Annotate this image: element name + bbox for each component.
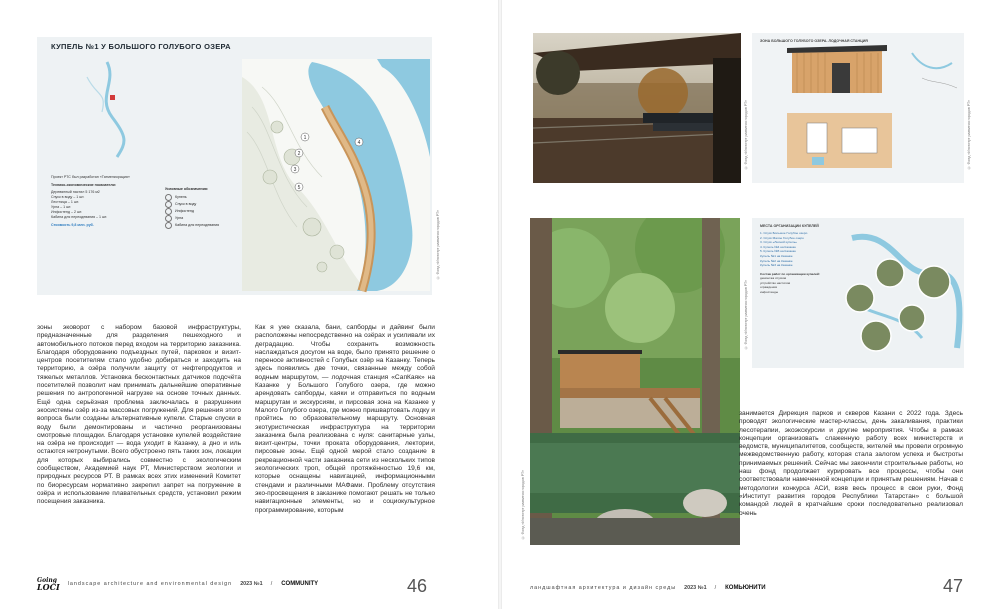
footer-right: ландшафтная архитектура и дизайн среды 2023 №1 / КОМЬЮНИТИ xyxy=(530,585,766,591)
deck-photo-illustration xyxy=(533,33,741,183)
map-list-item: Купель №3 на Казанке xyxy=(760,263,793,268)
site-plan-drawing xyxy=(37,37,432,295)
footer-tagline: ландшафтная архитектура и дизайн среды xyxy=(530,585,677,591)
map-title: МЕСТА ОРГАНИЗАЦИИ КУПЕЛЕЙ xyxy=(760,224,819,228)
site-plan xyxy=(242,59,430,291)
logo-bottom: LOCI xyxy=(37,582,60,592)
footer-tagline: landscape architecture and environmental design xyxy=(67,581,233,587)
photo-caption: © Фонд «Институт развития городов РТ» xyxy=(521,470,525,540)
body-text-column-right xyxy=(739,410,963,518)
svg-text:3: 3 xyxy=(293,167,297,173)
trash-icon xyxy=(165,215,172,222)
works-item: инфостенды xyxy=(760,289,779,294)
map-list-item: 1. Спуск Большое Голубое озеро xyxy=(760,231,808,235)
footer-left: Going LOCI landscape architecture and environmental design 2023 №1 / COMMUNITY xyxy=(37,577,319,592)
legend xyxy=(165,187,255,229)
footer-issue: 2023 №1 xyxy=(684,585,707,591)
body-text-column-2 xyxy=(255,324,435,515)
cabin-icon xyxy=(165,222,172,229)
location-marker-icon xyxy=(110,95,115,100)
legend-header: Условные обозначения: xyxy=(165,187,209,191)
works-item: ограждения xyxy=(760,285,777,290)
map-list-item: 2. Спуск Малое Голубое озеро xyxy=(760,235,804,240)
photo-caption: © Фонд «Институт развития городов РТ» xyxy=(744,280,748,350)
body-paragraph: занимается Дирекция парков и скверов Казани с 2022 года. Здесь проводят экологические мастер-классы, день закаливания, практики лесотерапии, экоэкскурсии и другие мероприятия. Чтобы в рамках концепции организовать слаженную работу всех министерств и ведомств, муниципалитетов, сообществ, жителей мы провели огромную межведомственную работу, которая стала залогом успеха и быстроты принимаемых решений. Сейчас мы закончили строительные работы, но наш фонд продолжает курировать все процессы, чтобы они соответствовали намеченной концепции и принятым решениям. Начав с методологии конкурса АСИ, взяв весь процесс в свои руки, Фонд «Институт развития городов Республики Татарстан» с большой командой людей в кратчайшие сроки последовательно реализовал очень xyxy=(739,410,963,517)
logo-top: Going xyxy=(37,577,57,584)
tech-item: Урна – 1 шт. xyxy=(51,205,72,209)
tech-item: Спуск в воду – 1 шт. xyxy=(51,195,85,199)
photo-caption: © Фонд «Институт развития городов РТ» xyxy=(967,100,971,170)
footer-section: COMMUNITY xyxy=(281,581,319,587)
map-list-item: 5. Купель №5 на Казанке xyxy=(760,249,796,254)
body-text-column-1 xyxy=(37,324,241,507)
legend-label: Кабина для переодевания xyxy=(175,223,220,228)
tech-item: Лестница – 1 шт. xyxy=(51,200,79,204)
map-list-item: 3. Спуск «Лесной купель» xyxy=(760,240,798,245)
tech-item: Деревянный настил 5 176 м2 xyxy=(51,190,100,194)
tech-item: Инфостенд – 2 шт. xyxy=(51,210,83,214)
fonts-location-map xyxy=(752,218,964,368)
legend-item xyxy=(165,194,255,201)
map-list-item: 4. Купель №4 на Казанке xyxy=(760,244,796,249)
project-note: Проект РТС был разработан «Татмелиорация» xyxy=(51,175,130,179)
svg-text:1: 1 xyxy=(303,135,307,141)
legend-label: Инфостенд xyxy=(175,209,195,214)
legend-item xyxy=(165,222,255,229)
plan-panel xyxy=(37,37,432,295)
works-item: демонтаж спусков xyxy=(760,276,787,281)
map-list-item: Купель №2 на Казанке xyxy=(760,258,793,263)
page-number-right: 47 xyxy=(943,576,964,596)
photo-caption: © Фонд «Институт развития городов РТ» xyxy=(744,100,748,170)
map-list-item: Купель №1 на Казанке xyxy=(760,253,793,258)
legend-item xyxy=(165,215,255,222)
footer-section: КОМЬЮНИТИ xyxy=(725,585,766,591)
font-icon xyxy=(165,194,172,201)
boat-station-drawing xyxy=(752,33,964,183)
body-paragraph: Как я уже сказала, бани, сапборды и дайвинг были расположены непосредственно на озёрах и усиливали их деградацию. Чтобы сохранить возможность наслаждаться досугом на воде, было принято решение о переносе активностей с Голубых озёр на Казанку. Теперь здесь появились две точки, связанные между собой водным маршрутом, — лодочная станция «СапКаяк» на Казанке у Большого Голубого озера, где можно арендовать сапборды, каяки и отправиться по водным маршрутам и экскурсиям, и пирсовая зона на Казанке у Малого Голубого озера, где можно пришвартовать лодку и пройтись по образовательному маршруту. Основная экотуристическая инфраструктура на территории заказника была реализована с нуля: санитарные узлы, визит-центры, точки проката оборудования, лектории, пирсовые зоны. Ещё одной мерой стало создание в рекреационной части заказника сети из нескольких типов экологических троп, общей протяжённостью 19,6 км, которые оснащены навигацией, информационными стендами и различными МАФами. Проблему отсутствия эко-просвещения в заказнике помогают решать не только навигационные элементы, но и социокультурное программирование, которым xyxy=(255,324,435,514)
legend-item xyxy=(165,208,255,215)
photo-boat-station-deck xyxy=(533,33,741,183)
body-paragraph: зоны эковорот с набором базовой инфраструктуры, предназначенные для разделения пешеходного и автомобильного потоков перед входом на территорию заказника. Благодаря оборудованию подъездных путей, парковок и визит-центров посетителям стало удобно добираться и заходить на территорию, а озёра получили защиту от нефтепродуктов и тяжелых металлов. Установка бесконтактных датчиков подсчёта посетителей позволит нам принимать дальнейшие оперативные решения по антропогенной нагрузке на основе точных данных. Ещё одна серьёзная проблема заключалась в разрушении экосистемы озёр из-за массовых погружений. Для решения этого вопроса были созданы альтернативные купели. Старые спуски в воду были демонтированы и частично реорганизованы смотровые площадки. Благодаря установке купелей воздействие на озёра не происходит — вода уходит в Казанку, а дно и иль остаются нетронутыми. Всего обустроено пять таких зон, локации для которых выбирались совместно с экологическим сообществом, Академией наук РТ, Министерством экологии и природных ресурсов РТ. В рамках всех этих изменений Комитет по биоресурсам нормативно закрепил запрет на погружение в озёра и использование плавательных средств, установил режим посещения заказника. xyxy=(37,324,241,506)
map-drawing xyxy=(752,218,964,368)
locator-map xyxy=(87,62,124,157)
legend-item xyxy=(165,201,255,208)
legend-label: Урна xyxy=(175,216,184,221)
tech-indicators xyxy=(51,175,137,228)
svg-text:5: 5 xyxy=(297,185,301,191)
tech-header: Технико-экономические показатели: xyxy=(51,183,117,187)
magazine-logo xyxy=(37,577,60,591)
legend-label: Купель xyxy=(175,195,187,200)
works-item: устройство настилов xyxy=(760,280,791,285)
plan-caption: © Фонд «Институт развития городов РТ» xyxy=(436,210,440,280)
legend-label: Спуск в воду xyxy=(175,202,197,207)
stairs-icon xyxy=(165,201,172,208)
station-elevation-plan xyxy=(752,33,964,183)
footer-issue: 2023 №1 xyxy=(240,581,263,587)
forest-photo-illustration xyxy=(530,218,740,545)
svg-text:2: 2 xyxy=(297,151,301,157)
plan-title: КУПЕЛЬ №1 У БОЛЬШОГО ГОЛУБОГО ОЗЕРА xyxy=(51,42,231,51)
tech-item: Кабина для переодевания – 1 шт. xyxy=(51,215,108,219)
cost-value: Стоимость 9,8 млн. руб. xyxy=(51,223,94,227)
works-header: Состав работ по организации купелей: xyxy=(760,272,820,276)
svg-text:4: 4 xyxy=(357,140,361,146)
station-title: ЗОНА БОЛЬШОГО ГОЛУБОГО ОЗЕРА. ЛОДОЧНАЯ СТАНЦИЯ xyxy=(760,39,868,43)
photo-forest-font xyxy=(530,218,740,545)
page-number-left: 46 xyxy=(407,576,428,596)
info-icon xyxy=(165,208,172,215)
